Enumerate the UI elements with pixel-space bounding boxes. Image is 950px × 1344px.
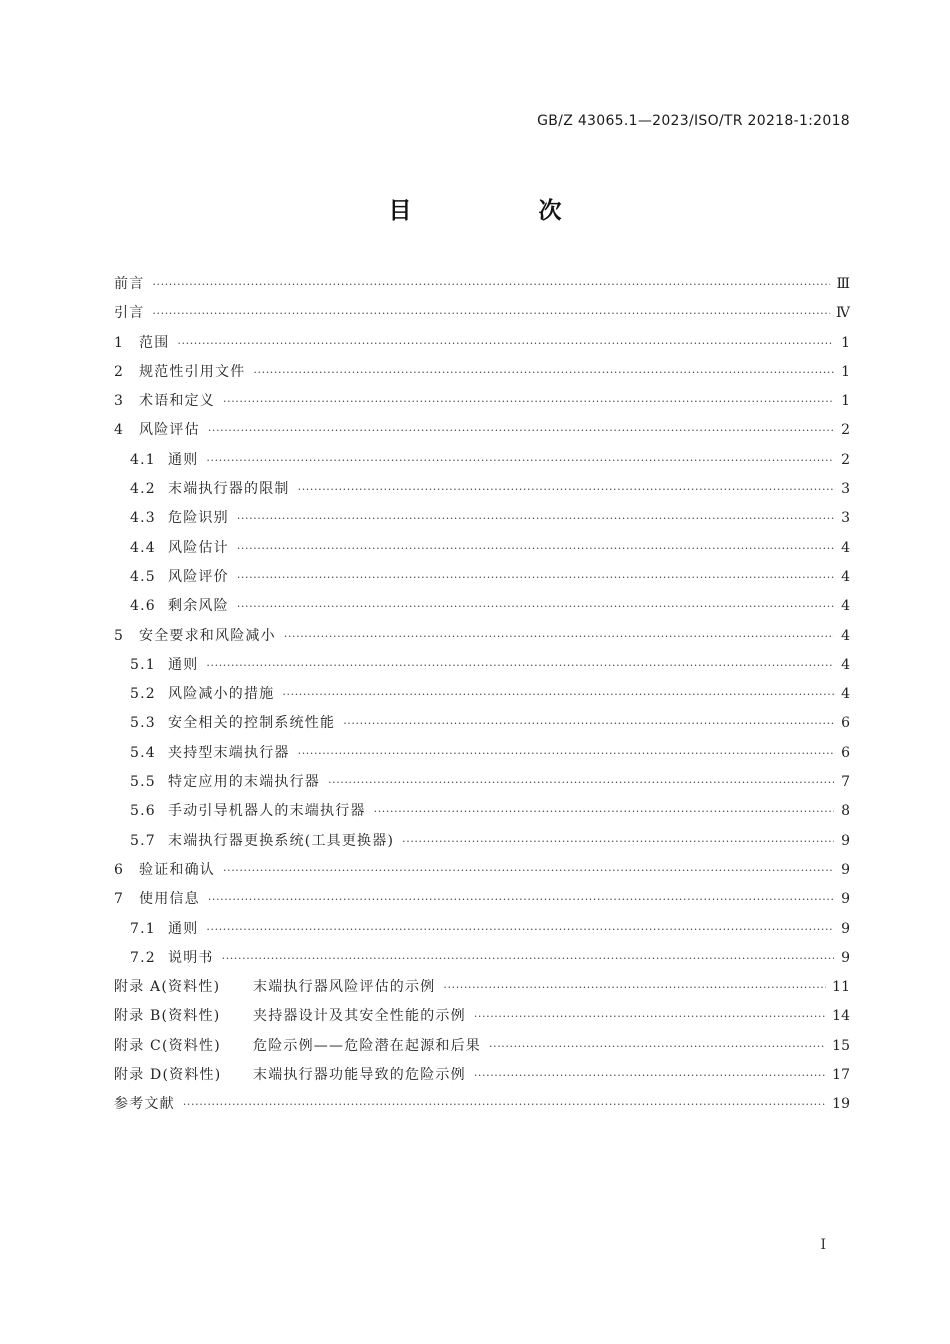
dot-leader <box>222 944 834 973</box>
toc-entry[interactable] <box>114 651 850 680</box>
toc-entry[interactable] <box>114 944 850 973</box>
dot-leader <box>237 534 834 563</box>
toc-entry-page: Ⅳ <box>836 305 850 322</box>
toc-entry-number: 附录 C(资料性) <box>114 1037 221 1054</box>
toc-entry-number: 7.1 <box>130 920 156 937</box>
toc-entry-number: 5.3 <box>130 715 156 732</box>
dot-leader <box>206 446 834 475</box>
dot-leader <box>443 973 826 1002</box>
dot-leader <box>206 915 834 944</box>
toc-entry[interactable] <box>114 358 850 387</box>
toc-entry-title: 剩余风险 <box>168 598 229 615</box>
toc-entry-number: 7.2 <box>130 949 156 966</box>
toc-entry-number: 1 <box>114 334 125 351</box>
toc-entry-title: 验证和确认 <box>139 861 215 878</box>
toc-entry[interactable] <box>114 1061 850 1090</box>
toc-entry-page: 6 <box>841 744 850 761</box>
toc-entry[interactable] <box>114 856 850 885</box>
dot-leader <box>237 504 834 533</box>
dot-leader <box>237 592 834 621</box>
toc-entry-title: 参考文献 <box>114 1096 175 1113</box>
toc-entry-number: 5.1 <box>130 656 156 673</box>
dot-leader <box>177 329 834 358</box>
dot-leader <box>253 358 834 387</box>
toc-entry[interactable] <box>114 475 850 504</box>
toc-entry-title: 范围 <box>139 334 170 351</box>
dot-leader <box>208 885 834 914</box>
toc-entry-title: 危险示例——危险潜在起源和后果 <box>253 1037 481 1054</box>
toc-entry-page: 4 <box>841 627 850 644</box>
toc-entry-number: 5.7 <box>130 832 156 849</box>
toc-entry-number: 2 <box>114 363 125 380</box>
dot-leader <box>402 827 834 856</box>
toc-entry-page: 2 <box>841 451 850 468</box>
toc-entry-title: 风险减小的措施 <box>168 686 275 703</box>
toc-entry-number: 4 <box>114 422 125 439</box>
toc-entry-number: 4.4 <box>130 539 156 556</box>
toc-entry[interactable] <box>114 885 850 914</box>
dot-leader <box>152 299 830 328</box>
toc-entry-page: 4 <box>841 686 850 703</box>
toc-entry-title: 末端执行器风险评估的示例 <box>253 979 436 996</box>
toc-entry-title: 风险评估 <box>139 422 200 439</box>
dot-leader <box>298 475 834 504</box>
toc-entry[interactable] <box>114 709 850 738</box>
toc-entry-title: 使用信息 <box>139 891 200 908</box>
toc-entry-page: 17 <box>832 1067 850 1084</box>
dot-leader <box>223 387 834 416</box>
toc-entry-title: 末端执行器更换系统(工具更换器) <box>168 832 395 849</box>
dot-leader <box>183 1090 826 1119</box>
toc-entry-page: 4 <box>841 656 850 673</box>
toc-entry[interactable] <box>114 973 850 1002</box>
toc-entry-number: 3 <box>114 393 125 410</box>
toc-entry-number: 5.2 <box>130 686 156 703</box>
toc-entry-title: 夹持器设计及其安全性能的示例 <box>253 1008 466 1025</box>
toc-entry-page: 7 <box>841 774 850 791</box>
toc-entry-title: 危险识别 <box>168 510 229 527</box>
toc-entry[interactable] <box>114 622 850 651</box>
toc-entry-title: 安全要求和风险减小 <box>139 627 276 644</box>
toc-entry-page: 9 <box>841 949 850 966</box>
toc-entry-title: 夹持型末端执行器 <box>168 744 290 761</box>
dot-leader <box>282 680 834 709</box>
toc-entry-page: 9 <box>841 832 850 849</box>
toc-entry-page: 8 <box>841 803 850 820</box>
dot-leader <box>343 709 834 738</box>
toc-entry[interactable] <box>114 768 850 797</box>
toc-entry-page: 1 <box>841 363 850 380</box>
dot-leader <box>208 416 834 445</box>
toc-entry[interactable] <box>114 1090 850 1119</box>
toc-entry-title: 末端执行器的限制 <box>168 481 290 498</box>
toc-entry-title: 风险估计 <box>168 539 229 556</box>
toc-entry-number: 5.6 <box>130 803 156 820</box>
toc-entry-title: 前言 <box>114 276 145 292</box>
toc-entry-page: 3 <box>841 481 850 498</box>
toc-entry-page: 11 <box>832 979 850 996</box>
toc-entry-title: 通则 <box>168 451 199 468</box>
toc-entry-page: 3 <box>841 510 850 527</box>
toc-entry-page: 9 <box>841 891 850 908</box>
toc-entry-title: 术语和定义 <box>139 393 215 410</box>
toc-entry[interactable] <box>114 827 850 856</box>
toc-entry[interactable] <box>114 739 850 768</box>
page-title: 目 次 <box>388 198 614 224</box>
toc-entry[interactable] <box>114 797 850 826</box>
toc-entry-page: 6 <box>841 715 850 732</box>
toc-entry-title: 说明书 <box>168 949 214 966</box>
toc-entry-number: 5 <box>114 627 125 644</box>
toc-entry-number: 5.4 <box>130 744 156 761</box>
toc-entry[interactable] <box>114 592 850 621</box>
toc-entry[interactable] <box>114 329 850 358</box>
toc-entry-page: 4 <box>841 598 850 615</box>
toc-entry-page: 9 <box>841 861 850 878</box>
toc-entry-title: 末端执行器功能导致的危险示例 <box>253 1067 466 1084</box>
dot-leader <box>206 651 834 680</box>
toc-entry-title: 安全相关的控制系统性能 <box>168 715 336 732</box>
toc-entry-page: 2 <box>841 422 850 439</box>
dot-leader <box>237 563 834 592</box>
dot-leader <box>474 1061 826 1090</box>
toc-entry[interactable] <box>114 680 850 709</box>
toc-entry[interactable] <box>114 915 850 944</box>
toc-entry-title: 特定应用的末端执行器 <box>168 774 320 791</box>
toc-entry-page: 4 <box>841 539 850 556</box>
toc-entry-page: 1 <box>841 393 850 410</box>
standard-code: GB/Z 43065.1—2023/ISO/TR 20218-1:2018 <box>537 113 850 129</box>
toc-entry-page: Ⅲ <box>836 276 850 292</box>
toc-entry-number: 7 <box>114 891 125 908</box>
toc-entry-title: 规范性引用文件 <box>139 363 246 380</box>
toc-entry-number: 4.5 <box>130 568 156 585</box>
dot-leader <box>298 739 834 768</box>
toc-entry[interactable] <box>114 1002 850 1031</box>
toc-entry-number: 6 <box>114 861 125 878</box>
dot-leader <box>374 797 834 826</box>
toc-entry[interactable] <box>114 563 850 592</box>
toc-entry[interactable] <box>114 270 850 299</box>
toc-entry-number: 附录 D(资料性) <box>114 1067 222 1084</box>
toc-entry-number: 4.6 <box>130 598 156 615</box>
toc-entry-page: 19 <box>832 1096 850 1113</box>
toc-entry[interactable] <box>114 299 850 328</box>
toc-entry-page: 4 <box>841 568 850 585</box>
toc-entry-number: 4.3 <box>130 510 156 527</box>
toc-entry-title: 通则 <box>168 920 199 937</box>
dot-leader <box>223 856 834 885</box>
toc-entry[interactable] <box>114 387 850 416</box>
toc-entry-number: 附录 A(资料性) <box>114 979 221 996</box>
toc-entry[interactable] <box>114 504 850 533</box>
dot-leader <box>284 622 834 651</box>
toc-entry[interactable] <box>114 446 850 475</box>
toc-entry-title: 引言 <box>114 305 145 322</box>
toc-entry-number: 附录 B(资料性) <box>114 1008 221 1025</box>
toc-entry-title: 风险评价 <box>168 568 229 585</box>
page-number: I <box>820 1237 826 1253</box>
toc-entry-number: 4.1 <box>130 451 156 468</box>
table-of-contents <box>114 270 850 1120</box>
toc-entry[interactable] <box>114 416 850 445</box>
toc-entry[interactable] <box>114 534 850 563</box>
toc-entry-page: 9 <box>841 920 850 937</box>
dot-leader <box>489 1032 826 1061</box>
toc-entry[interactable] <box>114 1032 850 1061</box>
toc-entry-title: 通则 <box>168 656 199 673</box>
dot-leader <box>328 768 834 797</box>
dot-leader <box>474 1002 826 1031</box>
toc-entry-number: 5.5 <box>130 774 156 791</box>
toc-entry-page: 14 <box>832 1008 850 1025</box>
dot-leader <box>152 270 830 299</box>
toc-entry-page: 15 <box>832 1037 850 1054</box>
toc-entry-title: 手动引导机器人的末端执行器 <box>168 803 366 820</box>
toc-entry-number: 4.2 <box>130 481 156 498</box>
toc-entry-page: 1 <box>841 334 850 351</box>
